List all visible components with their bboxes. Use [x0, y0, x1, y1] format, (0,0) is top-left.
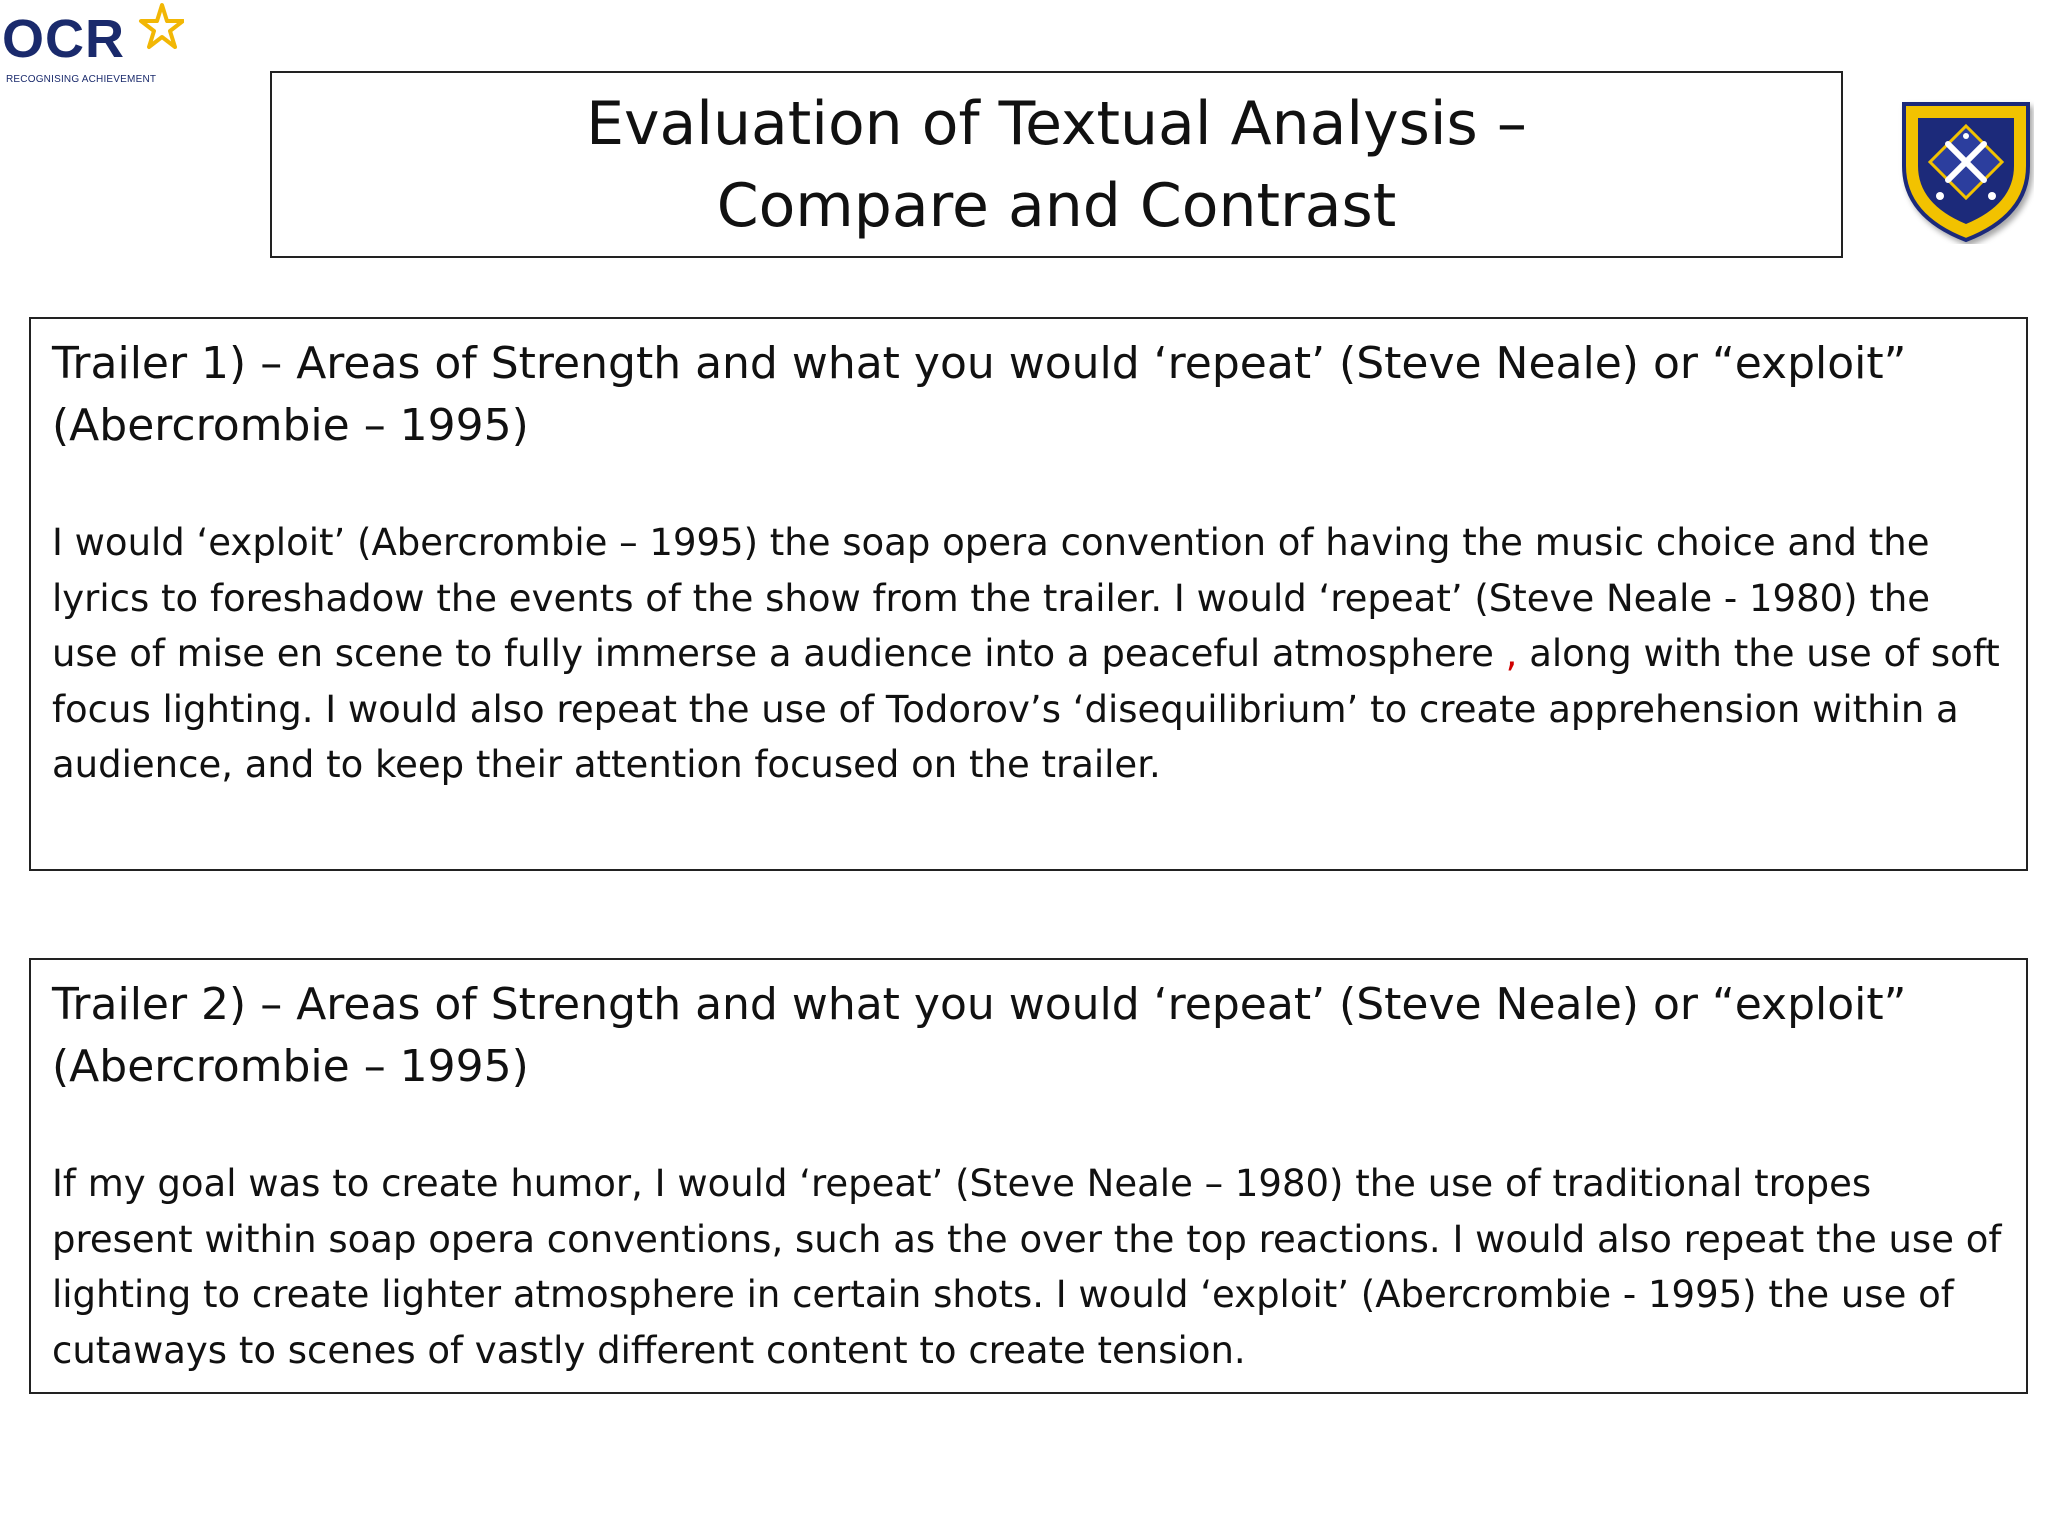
trailer-2-heading-line-2: (Abercrombie – 1995) — [52, 1041, 529, 1092]
trailer-1-heading-line-1: Trailer 1) – Areas of Strength and what you would ‘repeat’ (Steve Neale) or “exploit” — [52, 338, 1907, 389]
trailer-1-body-part-1: I would ‘exploit’ (Abercrombie – 1995) the soap opera convention of having the music choice and the lyrics to foreshadow the events of the show from the trailer. I would ‘repeat’ (Steve Neale - 1980) the use of mise en scene to fully immerse a audience into a peaceful atmosphere — [52, 521, 1931, 675]
ocr-logo-wordmark: OCR — [2, 9, 125, 69]
ocr-logo — [2, 4, 182, 86]
school-crest-icon — [1898, 96, 2034, 244]
trailer-2-body: If my goal was to create humor, I would ‘repeat’ (Steve Neale – 1980) the use of traditional tropes present within soap opera conventions, such as the over the top reactions. I would also repeat the use of lighting to create lighter atmosphere in certain shots. I would ‘exploit’ (Abercrombie - 1995) the use of cutaways to scenes of vastly different content to create tension. — [52, 1162, 2002, 1372]
trailer-1-body — [52, 515, 2006, 793]
trailer-1-panel — [29, 317, 2028, 871]
trailer-1-heading — [52, 333, 2006, 457]
trailer-1-body-red-comma: , — [1505, 632, 1518, 675]
trailer-2-heading-line-1: Trailer 2) – Areas of Strength and what you would ‘repeat’ (Steve Neale) or “exploit” — [52, 979, 1907, 1030]
ocr-logo-tagline: RECOGNISING ACHIEVEMENT — [6, 74, 157, 85]
slide-title — [270, 71, 1843, 258]
trailer-1-heading-line-2: (Abercrombie – 1995) — [52, 400, 529, 451]
trailer-2-heading — [52, 974, 2006, 1098]
star-icon — [132, 2, 184, 54]
trailer-2-panel — [29, 958, 2028, 1394]
slide-title-line-2: Compare and Contrast — [716, 170, 1397, 241]
slide-title-line-1: Evaluation of Textual Analysis – — [586, 88, 1527, 159]
trailer-1-body-part-2: along with the use of soft focus lighting. I would also repeat the use of Todorov’s ‘disequilibrium’ to create apprehension within a audience, and to keep their attention focused on the trailer. — [52, 632, 2000, 786]
